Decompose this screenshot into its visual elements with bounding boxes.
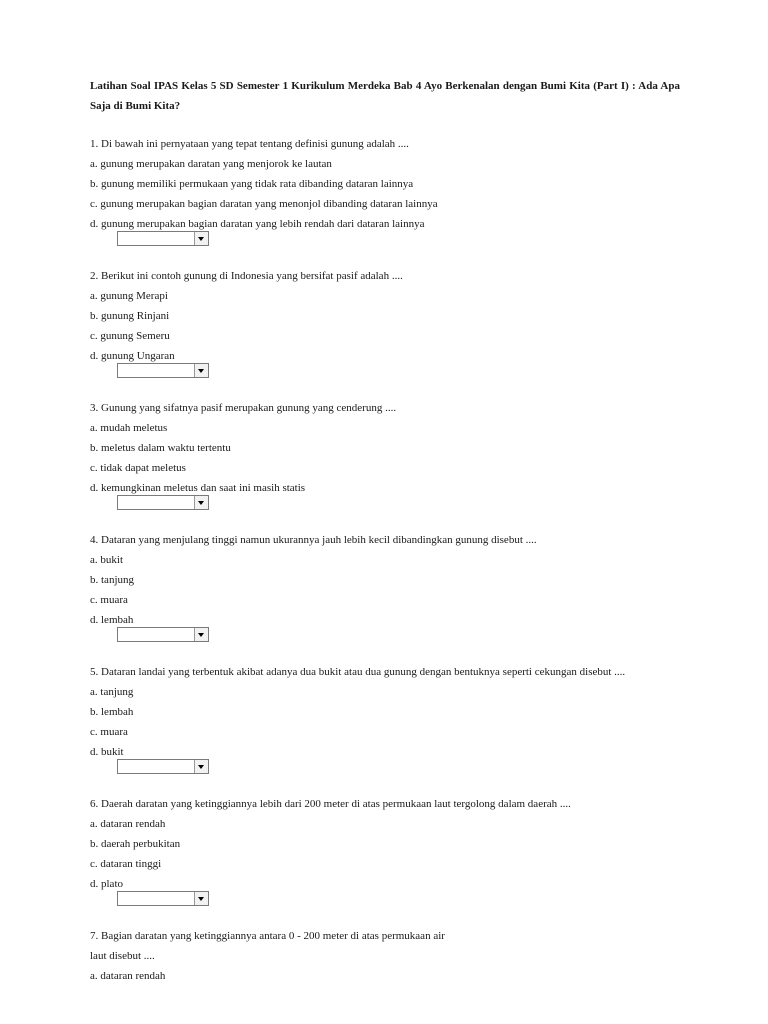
question-2 — [90, 266, 680, 378]
chevron-down-icon[interactable] — [194, 892, 208, 905]
option-c: c. muara — [90, 594, 128, 606]
option-c: c. gunung Semeru — [90, 330, 170, 342]
chevron-down-icon[interactable] — [194, 364, 208, 377]
question-text: 6. Daerah daratan yang ketinggiannya lebih dari 200 meter di atas permukaan laut tergolong dalam daerah .... — [90, 798, 571, 810]
option-b: b. meletus dalam waktu tertentu — [90, 442, 231, 454]
question-text: 5. Dataran landai yang terbentuk akibat adanya dua bukit atau dua gunung dengan bentuknya seperti cekungan disebut .... — [90, 666, 626, 678]
option-a: a. mudah meletus — [90, 422, 168, 434]
answer-dropdown-6[interactable] — [117, 891, 209, 906]
question-5 — [90, 662, 680, 774]
option-c: c. gunung merupakan bagian daratan yang menonjol dibanding dataran lainnya — [90, 198, 438, 210]
chevron-down-icon[interactable] — [194, 760, 208, 773]
option-a: a. dataran rendah — [90, 818, 166, 830]
option-c: c. dataran tinggi — [90, 858, 162, 870]
answer-dropdown-3[interactable] — [117, 495, 209, 510]
option-d: d. plato — [90, 878, 123, 890]
chevron-down-icon[interactable] — [194, 628, 208, 641]
answer-dropdown-2[interactable] — [117, 363, 209, 378]
question-text: 4. Dataran yang menjulang tinggi namun ukurannya jauh lebih kecil dibandingkan gunung disebut .... — [90, 534, 537, 546]
chevron-down-icon[interactable] — [194, 496, 208, 509]
answer-dropdown-1[interactable] — [117, 231, 209, 246]
option-d: d. gunung merupakan bagian daratan yang lebih rendah dari dataran lainnya — [90, 218, 425, 230]
option-d: d. kemungkinan meletus dan saat ini masih statis — [90, 482, 306, 494]
option-a: a. gunung Merapi — [90, 290, 168, 302]
question-text-line-2: laut disebut .... — [90, 950, 155, 962]
option-a: a. bukit — [90, 554, 123, 566]
page-title: Latihan Soal IPAS Kelas 5 SD Semester 1 Kurikulum Merdeka Bab 4 Ayo Berkenalan dengan Bumi Kita (Part I) : Ada Apa Saja di Bumi Kita? — [90, 80, 680, 112]
option-c: c. muara — [90, 726, 128, 738]
chevron-down-icon[interactable] — [194, 232, 208, 245]
option-d: d. bukit — [90, 746, 124, 758]
question-6 — [90, 794, 680, 906]
option-d: d. gunung Ungaran — [90, 350, 175, 362]
option-b: b. lembah — [90, 706, 134, 718]
question-3 — [90, 398, 680, 510]
option-a: a. gunung merupakan daratan yang menjorok ke lautan — [90, 158, 332, 170]
question-text: 3. Gunung yang sifatnya pasif merupakan gunung yang cenderung .... — [90, 402, 397, 414]
answer-dropdown-5[interactable] — [117, 759, 209, 774]
question-7 — [90, 926, 680, 986]
question-1 — [90, 134, 680, 246]
question-text-line-1: 7. Bagian daratan yang ketinggiannya antara 0 - 200 meter di atas permukaan air — [90, 930, 445, 942]
option-b: b. tanjung — [90, 574, 134, 586]
question-text: 2. Berikut ini contoh gunung di Indonesia yang bersifat pasif adalah .... — [90, 270, 403, 282]
option-c: c. tidak dapat meletus — [90, 462, 186, 474]
question-text: 1. Di bawah ini pernyataan yang tepat tentang definisi gunung adalah .... — [90, 138, 409, 150]
question-4 — [90, 530, 680, 642]
option-a: a. tanjung — [90, 686, 134, 698]
option-b: b. gunung Rinjani — [90, 310, 170, 322]
option-d: d. lembah — [90, 614, 134, 626]
option-b: b. daerah perbukitan — [90, 838, 181, 850]
answer-dropdown-4[interactable] — [117, 627, 209, 642]
worksheet-page — [90, 76, 680, 1006]
option-a: a. dataran rendah — [90, 970, 166, 982]
option-b: b. gunung memiliki permukaan yang tidak rata dibanding dataran lainnya — [90, 178, 414, 190]
